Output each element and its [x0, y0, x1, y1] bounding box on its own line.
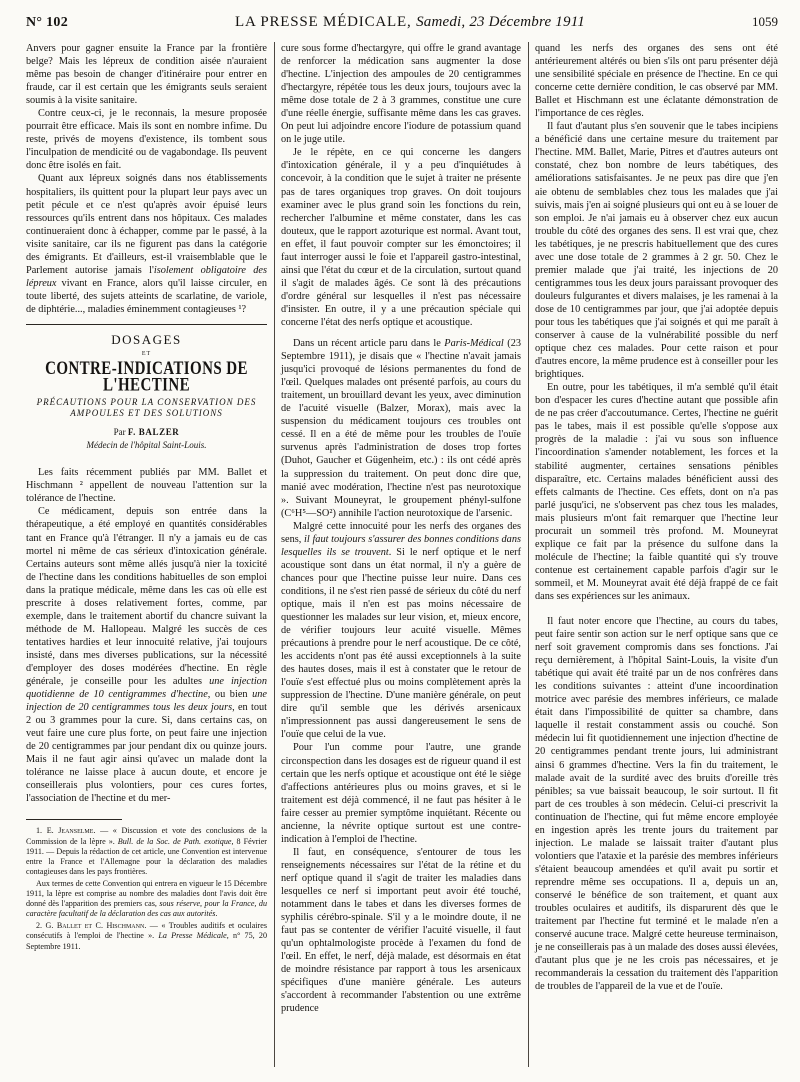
footnote-divider: [26, 819, 122, 820]
text-run: Dans un récent article paru dans le: [293, 338, 445, 350]
column-rule-right: [528, 42, 529, 1067]
paragraph: [281, 337, 521, 520]
footnote-author: Ballet et C. Hischmann: [56, 921, 145, 931]
journal-title: [235, 14, 585, 31]
paragraph: Je le répète, en ce qui concerne les dangers d'intoxication générale, il y a peu d'inquiétudes à concevoir, à la condition que le sujet à traiter ne présente pas de tares organiques trop graves. On doit toujours examiner avec le plus grand soin les fonctions du rein, rechercher l'albumine et même constater, dans les cas douteux, que le rapport azoturique est normal. Avant tout, en effet, il faut pouvoir compter sur les émonctoires; il faut interroger aussi le foie et l'appareil gastro-intestinal, ainsi que l'état du cœur et de la circulation, surtout quand il s'agit de malades âgés. Ce sont là des précautions d'ordre général sur lesquelles il n'est pas nécessaire d'insister. En outre, il y a une précaution spéciale qui concerne l'état des nerfs optique et acoustique.: [281, 147, 521, 328]
text-run: 1. E.: [36, 826, 59, 836]
column-1: [26, 42, 267, 954]
issue-number: N° 102: [26, 15, 69, 30]
paragraph: Il faut, en conséquence, s'entourer de tous les renseignements nécessaires sur l'état de la rétine et du nerf optique quand il s'agit de traiter les maladies dans lesquelles ce nerf si important peut avoir été touché, notamment dans le tabes et dans les diverses formes de syphilis cérébro-spinale. S'il y a le moindre doute, il ne faut pas se contenter de vérifier l'acuité visuelle, il faut qu'un ophtalmologiste procède à l'examen du fond de l'œil. En effet, le nerf, déjà malade, est désormais en état de moindre résistance par rapport à tous les arsenicaux spécifiques d'une manière générale. Les auteurs s'accordent à recommander l'abstention ou une extrême prudence: [281, 846, 521, 1015]
emphasis: isolement obligatoire des lépreux: [26, 264, 267, 289]
spacer: [535, 603, 778, 615]
paragraph: Anvers pour gagner ensuite la France par la frontière belge? Mais les lépreux de condition aisée n'auraient même pas besoin de changer d'itinéraire pour entrer en fraude, car il est certain que les émigrants seuls seraient soumis à la visite sanitaire.: [26, 43, 267, 107]
text-run: Ce médicament, depuis son entrée dans la thérapeutique, a été employé en quantités considérables tant en France qu'à l'étranger. Il n'y a jamais eu de cas mortel ni même de cas sérieux d'intoxication générale. Certains auteurs sont même allés jusqu'à nier la toxicité de l'hectine dans les conditions habituelles de son emploi dans la pratique médicale, même dans les cas où elle est prescrite à doses relativement fortes, comme, par exemple, dans le traitement abortif du chancre suivant la méthode de M. Hallopeau. Malgré les succès de ces tentatives hardies et leur innocuité relative, j'ai toujours insisté, dans mes diverses publications, sur la nécessité d'employer des doses modérées d'hectine. En règle générale, je conseille pour les adultes: [26, 506, 267, 688]
emphasis: une injection quotidienne de 10 centigrammes d'hectine: [26, 676, 267, 701]
paragraph: [281, 520, 521, 742]
paragraph: Il faut d'autant plus s'en souvenir que le tabes incipiens a bénéficié dans une certaine mesure du traitement par l'hectine. MM. Ballet, Marie, Pitres et d'autres auteurs ont constaté, chez bon nombre de leurs tabétiques, des améliorations satisfaisantes. Je ne peux pas dire que j'en aie obtenu de semblables chez tous les malades que j'ai suivis, mais j'en ai soigné plusieurs qui ont eu à se louer de son emploi. Je n'ai jamais eu à observer chez eux aucun trouble du côté des organes des sens. Il est vrai que, chez les tabétiques, je ne prescris habituellement que des cures avec une dose totale de 2 grammes à 2 gr. 50. Chez le premier malade que j'ai traité, les injections de 20 centigrammes tous les deux jours paraissant provoquer des douleurs fulgurantes et divers malaises, je les ramenai à la dose de 10 centigrammes par jour, que j'ai adoptée depuis pour tous les tabétiques que j'ai soignés et qui me paraît à conserver à cause de la vulnérabilité possible du nerf optique chez ces malades. Pour cette raison et pour d'autres encore, la même prudence est à conseiller pour les brightiques.: [535, 121, 778, 381]
text-run: , 8 Février 1911. — Depuis la rédaction de cet article, une Convention est intervenue entre la France et l'Allemagne pour la déclaration des maladies contagieuses dans les pays frontières.: [26, 836, 267, 876]
paragraph: [26, 172, 267, 316]
footnote: [26, 921, 267, 951]
article-author: [26, 426, 267, 439]
article-heading: [26, 333, 267, 452]
footnote: [26, 879, 267, 919]
footnote-author: Jeanselme: [58, 826, 94, 836]
text-run: . — « Discussion et vote des conclusions de la Commission de la lèpre ».: [26, 826, 267, 846]
article-title-line2: CONTRE-INDICATIONS DE L'HECTINE: [45, 359, 248, 396]
article-title-line1: DOSAGES: [111, 331, 182, 347]
issue-date: Samedi, 23 Décembre 1911: [416, 14, 585, 30]
column-3: [535, 42, 778, 993]
text-run: Aux termes de cette Convention qui entrera en vigueur le 15 Décembre 1911, la lèpre est comprise au nombre des maladies dont l'avis doit être donné dès l'apparition des premiers cas,: [26, 878, 267, 909]
column-2: [281, 42, 521, 1015]
text-run: vivant en France, alors qu'il laisse circuler, en toute liberté, des sujets atteints de scarlatine, de variole, de diphtérie..., maladies éminemment contagieuses ¹?: [26, 277, 267, 315]
text-run: (23 Septembre 1911), je disais que « l'hectine n'avait jamais jusqu'ici provoqué de lésions permanentes du fond de l'œil. Quelques malades ont présenté parfois, au cours du traitement, un brouillard devant les yeux, avec diminution de l'acuité visuelle (Balzer, Morax), mais avec la suspension du médicament toujours ces troubles ont cessé. Il en a été de même pour les troubles de l'ouïe survenus après l'administration de doses trop fortes (Duhot, Gaucher et Gügenheim, etc.) : ils ont cédé après la suppression du traitement. On peut donc dire que, manié avec modération, l'hectine n'est pas neurotoxique ». Suivant Mouneyrat, le groupement phényl-sulfone (C⁶H⁵—SO²) annihile l'action neurotoxique de l'arsenic.: [281, 338, 521, 519]
text-run: , en tout 2 ou 3 grammes pour la cure. Si, dans certains cas, on veut faire une cure plus forte, on peut faire une injection de 20 centigrammes par jour pendant dix ou quinze jours. Mais il ne faut agir ainsi qu'avec un malade dont la tolérance ne laisse place à aucun doute, et encore je conseillerais plus volontiers, pour ces cures fortes, l'association de l'hectine et du mer-: [26, 702, 267, 805]
paragraph: Il faut noter encore que l'hectine, au cours du tabes, peut faire sentir son action sur le nerf optique sans que ce nerf soit gravement compromis dans ses fonctions. J'ai reçu dernièrement, à l'hôpital Saint-Louis, la visite d'un tabétique qui avait été traité par un de nos confrères dans les conditions suivantes : atteint d'une incoordination motrice avec parésie des membres inférieurs, ce malade était dans l'impossibilité de quitter sa chambre, dans laquelle il restait constamment assis ou couché. Son médecin lui fit quotidiennement une injection d'hectine de 20 centigrammes pendant trente jours, lui administrant ainsi 6 grammes d'hectine. Vers la fin du traitement, le malade avait de la surdité avec des bruits d'oreille très pénibles; sa vue baissait beaucoup, le soir surtout. Il fit part de ces troubles à son médecin. Celui-ci prescrivit la continuation de l'hectine, qui fut même encore employée en ingestion après les trente jours du traitement par injection. Le malade se laissait traiter d'autant plus volontiers que l'ataxie et la parésie des membres inférieurs s'étaient beaucoup amendées et qu'il avait pu sortir et reprendre même ses occupations. Il a, depuis un an, conservé le bénéfice de son traitement, et quant aux troubles oculaires et auditifs, ils disparurent dès que le traitement par l'hectine fut terminé et le malade n'en a conservé aucune trace. Malgré cette heureuse terminaison, je ne conseillerais pas à un malade des doses aussi élevées, d'autant plus que je ne les crois pas nécessaires, et je recommanderais la cessation du traitement dès l'apparition de troubles de l'appareil de la vue et de l'ouïe.: [535, 616, 778, 993]
emphasis: il faut toujours s'assurer des bonnes conditions dans lesquelles ils se trouvent: [281, 533, 521, 558]
spacer: [281, 329, 521, 337]
text-run: . Si le nerf optique et le nerf acoustique sont dans un état normal, il n'y a guère de chances pour que l'hectine puisse leur nuire. Dans ces conditions, il ne s'est rien passé de sérieux du côté du nerf optique, mais il n'en est pas moins nécessaire de questionner les malades sur leur vision, et, mieux encore, de vérifier toujours leur acuité visuelle. Mêmes précautions à prendre pour le nerf acoustique. De ce côté, les accidents n'ont pas été aussi exceptionnels à la suite des hautes doses, mais il est à constater que le retour de l'ouïe s'est effectué plus ou moins complètement après la suppression de l'hectine. D'une manière générale, on peut dire qu'il semble que les dérivés arsenicaux n'impressionnent pas aussi dangereusement le sens de l'ouïe que celui de la vue.: [281, 546, 521, 741]
section-divider: [26, 324, 267, 325]
journal-name: LA PRESSE MÉDICALE,: [235, 14, 412, 30]
text-run: Quant aux lépreux soignés dans nos établissements hospitaliers, ils quittent pour la plupart leur pays avec un petit pécule et ce n'est qu'après avoir épuisé leurs ressources qu'ils entrent dans nos hôpitaux. Ces malades continueraient donc à échapper, comme par le passé, à la visite sanitaire, car ils ne figurent pas dans la catégorie des émigrants. Et d'ailleurs, est-il vraisemblable que le Parlement autorise jamais l': [26, 173, 267, 276]
author-affiliation: Médecin de l'hôpital Saint-Louis.: [86, 440, 207, 451]
text-run: , n° 75, 20 Septembre 1911.: [26, 931, 267, 951]
journal-page: [26, 14, 778, 1074]
page-number: 1059: [752, 14, 778, 29]
paragraph: quand les nerfs des organes des sens ont été antérieurement altérés ou bien s'ils ont paru présenter déjà une sensibilité spéciale en présence de l'hectine. En ce qui concerne cette dernière condition, le cas observé par MM. Ballet et Hischmann est une éclatante démonstration de l'importance de ces règles.: [535, 43, 778, 120]
emphasis: Bull. de la Soc. de Path. exotique: [117, 836, 232, 846]
text-run: 2. G.: [36, 921, 57, 931]
text-run: Malgré cette innocuité pour les nerfs des organes des sens,: [281, 520, 521, 545]
emphasis: sous réserve, pour la France, du caractère facultatif de la déclaration des cas aux autorités: [26, 899, 267, 919]
text-run: .: [215, 909, 218, 919]
paragraph: Pour l'un comme pour l'autre, une grande circonspection dans les dosages est de rigueur quand il est certain que les nerfs optique et acoustique ont été le siège d'affections antérieures plus ou moins graves, et si le traitement est déjà commencé, il ne faut pas hésiter à le faire cesser au premier symptôme inquiétant. Récente ou ancienne, la névrite optique surtout est une contre-indication à l'emploi de l'hectine.: [281, 742, 521, 845]
paragraph: Contre ceux-ci, je le reconnais, la mesure proposée pourrait être efficace. Mais ils sont en nombre infime. Du reste, privés de moyens d'existence, ils tombent sous l'inculpation de mendicité ou de vagabondage. Ils peuvent donc être isolés en fait.: [26, 108, 267, 172]
emphasis: La Presse Médicale: [158, 931, 227, 941]
text-run: , ou bien: [207, 689, 253, 701]
footnotes: [26, 826, 267, 951]
emphasis: une injection de 20 centigrammes tous les deux jours: [26, 689, 267, 714]
paragraph: [26, 505, 267, 805]
text-run: . — « Troubles auditifs et oculaires consécutifs à l'emploi de l'hectine ».: [26, 921, 267, 941]
paragraph: Les faits récemment publiés par MM. Ballet et Hischmann ² appellent de nouveau l'attention sur la tolérance de l'hectine.: [26, 467, 267, 505]
running-header: [26, 14, 778, 38]
paragraph: En outre, pour les tabétiques, il m'a semblé qu'il était bon d'espacer les cures d'hectine autant que possible afin de ne pas créer d'accoutumance. Certes, l'hectine ne guérit pas le tabes, mais il est possible qu'elle s'oppose aux progrès de la maladie : j'ai vu sous son influence l'incoordination s'amender notablement, les forces et la stabilité augmenter, certaines sensations pénibles disparaître, etc. Certains malades bénéficient aussi des effets calmants de l'hectine. Ces effets, dont on n'a pas parlé jusqu'ici, ne s'observent pas chez tous les malades, mais plusieurs m'ont fait remarquer que l'hectine leur procurait un sommeil très profond. M. Mouneyrat explique ce fait par la présence du sulfone dans la molécule de l'hectine; la faible quantité qui s'y trouve contenue est certainement capable parfois d'agir sur le sommeil, et M. Mouneyrat avait été déjà frappé de ce fait dans ses expériences sur les animaux.: [535, 382, 778, 602]
emphasis: Paris-Médical: [444, 338, 504, 350]
article-subtitle: PRÉCAUTIONS POUR LA CONSERVATION DES AMPOULES ET DES SOLUTIONS: [36, 397, 257, 419]
author-prefix: Par: [113, 427, 126, 438]
column-rule-left: [274, 42, 275, 1067]
footnote: [26, 826, 267, 876]
article-title-et: ET: [141, 351, 152, 358]
paragraph: cure sous forme d'hectargyre, qui offre le grand avantage de renforcer la médication sans augmenter la dose d'hectine. L'injection des ampoules de 20 centigrammes d'hectargyre, répétée tous les deux jours, toujours avec la même dose totale de 2 à 3 grammes, constitue une cure d'une réelle énergie, suffisante même dans les cas graves. On peut lui adjoindre encore l'iodure de potassium quand on le juge utile.: [281, 43, 521, 146]
author-name: F. BALZER: [127, 427, 180, 438]
